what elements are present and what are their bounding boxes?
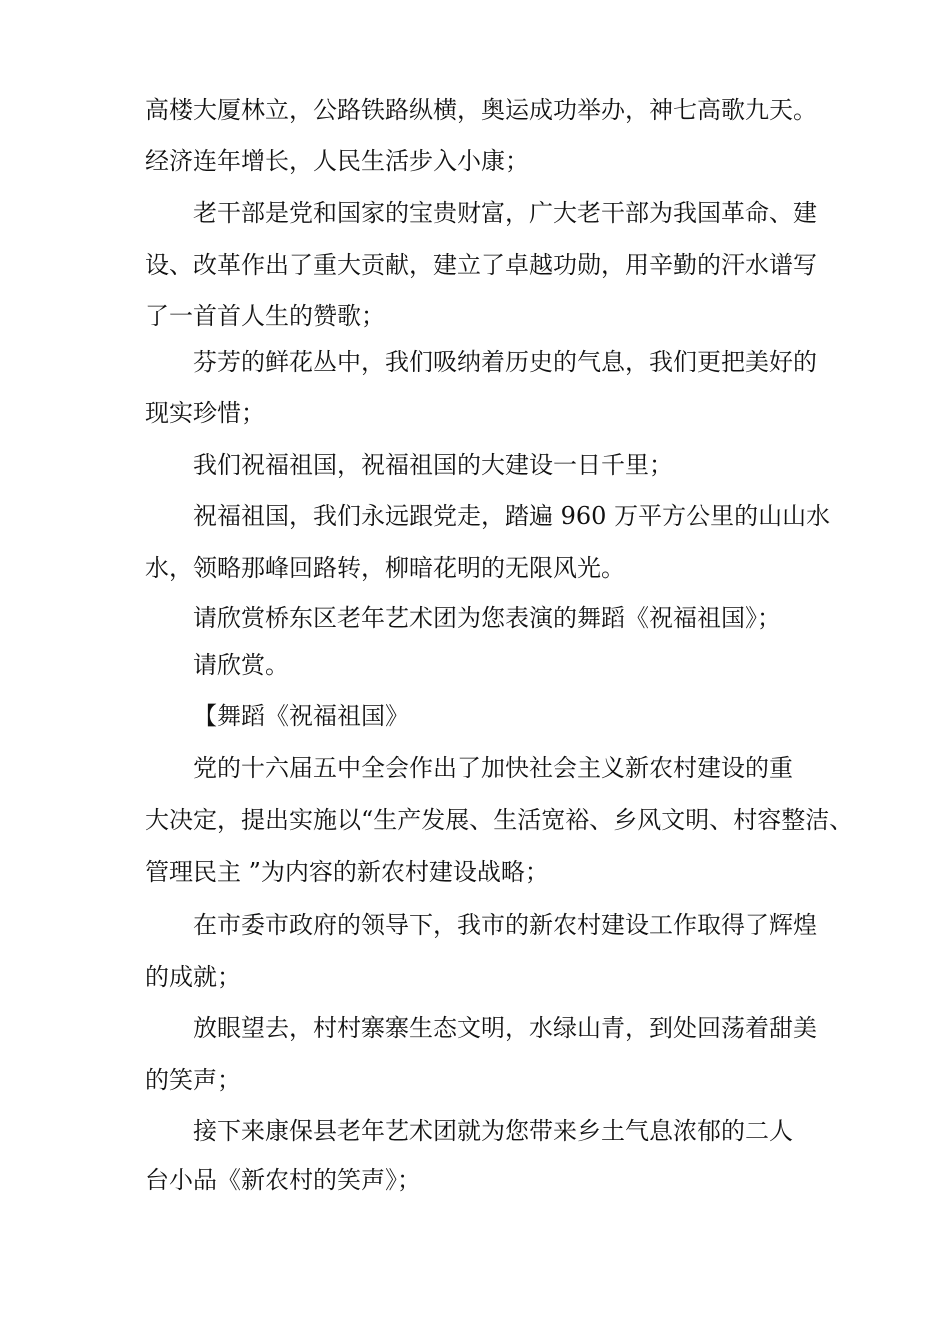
section-heading: 【舞蹈《祝福祖国》 bbox=[193, 702, 409, 730]
paragraph-start-line: 党的十六届五中全会作出了加快社会主义新农村建设的重 bbox=[193, 754, 793, 782]
text-line: 管理民主 ”为内容的新农村建设战略； bbox=[145, 858, 549, 886]
paragraph-start-line: 请欣赏。 bbox=[193, 651, 289, 679]
paragraph-start-line: 芬芳的鲜花丛中，我们吸纳着历史的气息，我们更把美好的 bbox=[193, 348, 817, 376]
text-line: 高楼大厦林立，公路铁路纵横，奥运成功举办，神七高歌九天。 bbox=[145, 96, 817, 124]
paragraph-start-line: 请欣赏桥东区老年艺术团为您表演的舞蹈《祝福祖国》； bbox=[193, 604, 781, 632]
paragraph-start-line: 祝福祖国，我们永远跟党走，踏遍 960 万平方公里的山山水 bbox=[193, 502, 831, 530]
text-line: 水，领略那峰回路转，柳暗花明的无限风光。 bbox=[145, 554, 625, 582]
text-line: 台小品《新农村的笑声》； bbox=[145, 1166, 421, 1194]
paragraph-start-line: 放眼望去，村村寨寨生态文明，水绿山青，到处回荡着甜美 bbox=[193, 1014, 817, 1042]
text-line: 的笑声； bbox=[145, 1066, 241, 1094]
text-line: 设、改革作出了重大贡献，建立了卓越功勋，用辛勤的汗水谱写 bbox=[145, 251, 817, 279]
text-line: 大决定，提出实施以“生产发展、生活宽裕、乡风文明、村容整洁、 bbox=[145, 806, 854, 834]
text-line: 的成就； bbox=[145, 963, 241, 991]
text-line: 经济连年增长，人民生活步入小康； bbox=[145, 147, 529, 175]
paragraph-start-line: 我们祝福祖国，祝福祖国的大建设一日千里； bbox=[193, 451, 673, 479]
text-line: 现实珍惜； bbox=[145, 399, 265, 427]
paragraph-start-line: 接下来康保县老年艺术团就为您带来乡土气息浓郁的二人 bbox=[193, 1117, 793, 1145]
text-line: 了一首首人生的赞歌； bbox=[145, 302, 385, 330]
paragraph-start-line: 老干部是党和国家的宝贵财富，广大老干部为我国革命、建 bbox=[193, 199, 817, 227]
paragraph-start-line: 在市委市政府的领导下，我市的新农村建设工作取得了辉煌 bbox=[193, 911, 817, 939]
